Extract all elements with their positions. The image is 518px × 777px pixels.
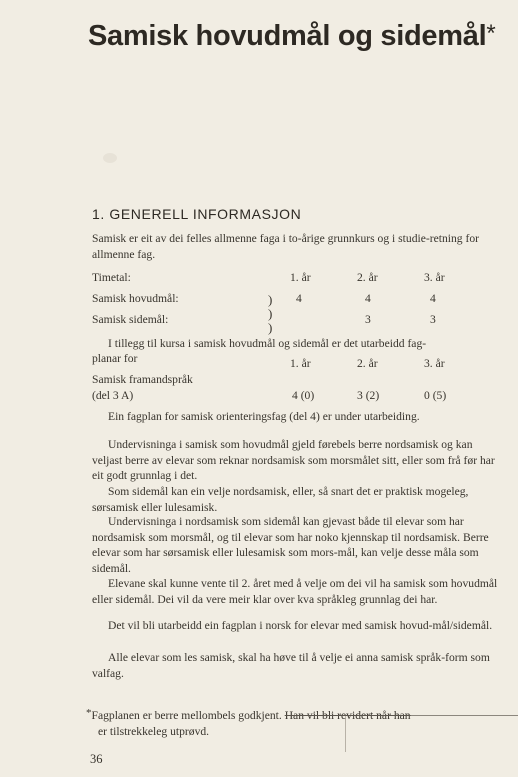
body-paragraph: Alle elevar som les samisk, skal ha høve til å velje ei anna samisk språk-form som valfag. bbox=[92, 651, 490, 680]
page-number: 36 bbox=[90, 752, 103, 766]
body-paragraph: Det vil bli utarbeidd ein fagplan i norsk for elevar med samisk hovud-mål/sidemål. bbox=[108, 619, 493, 632]
orientation-note: Ein fagplan for samisk orienteringsfag (del 4) er under utarbeiding. bbox=[108, 410, 420, 423]
table2-col-2: 2. år bbox=[357, 357, 378, 370]
intro-paragraph: Samisk er eit av dei felles allmenne faga i to-årige grunnkurs og i studie-retning for allmenne fag. bbox=[92, 232, 479, 261]
course-note-line: I tillegg til kursa i samisk hovudmål og sidemål er det utarbeidd fag- bbox=[108, 337, 427, 350]
table1-cell: 3 bbox=[430, 313, 436, 326]
table2-cell: 0 (5) bbox=[424, 389, 447, 402]
table1-col-3: 3. år bbox=[424, 271, 445, 284]
table2-col-1: 1. år bbox=[290, 357, 311, 370]
table1-col-1: 1. år bbox=[290, 271, 311, 284]
table1-col-2: 2. år bbox=[357, 271, 378, 284]
table1-cell: 4 bbox=[430, 292, 436, 305]
body-paragraph: Undervisninga i nordsamisk som sidemål kan gjevast både til elevar som har nordsamisk som morsmål, og til elevar som har noko kjennskap til nordsamisk. Berre elevar som har sørsamisk eller lulesamisk som mors-mål, kan velje desse måla som sidemål. bbox=[92, 515, 489, 575]
page-title-text: Samisk hovudmål og sidemål bbox=[88, 20, 487, 52]
title-footnote-mark: * bbox=[486, 20, 496, 47]
footnote-struck-text: Han vil bli revidert når han bbox=[284, 709, 411, 722]
footnote-text: Fagplanen er berre mellombels godkjent. bbox=[91, 709, 282, 722]
table2-cell: 4 (0) bbox=[292, 389, 315, 402]
table2-cell: 3 (2) bbox=[357, 389, 380, 402]
paper-smudge bbox=[103, 153, 117, 163]
section-heading: 1. GENERELL INFORMASJON bbox=[92, 206, 302, 222]
body-paragraph: Elevane skal kunne vente til 2. året med å velje om dei vil ha samisk som hovudmål eller sidemål. Dei vil da vere meir klar over kva språkleg grunnlag dei har. bbox=[92, 577, 498, 606]
table1-cell: 4 bbox=[296, 292, 302, 305]
footnote-line-2: er tilstrekkeleg utprøvd. bbox=[98, 725, 210, 738]
table2-col-3: 3. år bbox=[424, 357, 445, 370]
table1-row-label: Samisk hovudmål: bbox=[92, 292, 179, 305]
footnote-mark: * bbox=[86, 707, 92, 719]
table1-row-label: Samisk sidemål: bbox=[92, 313, 169, 326]
footnote bbox=[86, 708, 411, 739]
bracket-mark: ) bbox=[268, 320, 273, 335]
body-paragraph: Som sidemål kan ein velje nordsamisk, eller, så snart det er praktisk mogeleg, sørsamisk eller lulesamisk. bbox=[92, 485, 469, 514]
bracket-mark: ) bbox=[268, 306, 273, 321]
page-title bbox=[88, 20, 495, 53]
table1-cell: 4 bbox=[365, 292, 371, 305]
table2-row-label: (del 3 A) bbox=[92, 389, 134, 402]
body-paragraph: Undervisninga i samisk som hovudmål gjeld førebels berre nordsamisk og kan veljast berre av elevar som reknar nordsamisk som morsmålet sitt, eller som frå før har eit godt grunnlag i det. bbox=[92, 438, 495, 483]
bracket-mark: ) bbox=[268, 292, 273, 307]
footnote-line-1 bbox=[86, 708, 411, 724]
timetal-label: Timetal: bbox=[92, 271, 131, 284]
table1-cell: 3 bbox=[365, 313, 371, 326]
course-note-line: planar for bbox=[92, 352, 138, 365]
table2-row-label: Samisk framandspråk bbox=[92, 373, 193, 386]
